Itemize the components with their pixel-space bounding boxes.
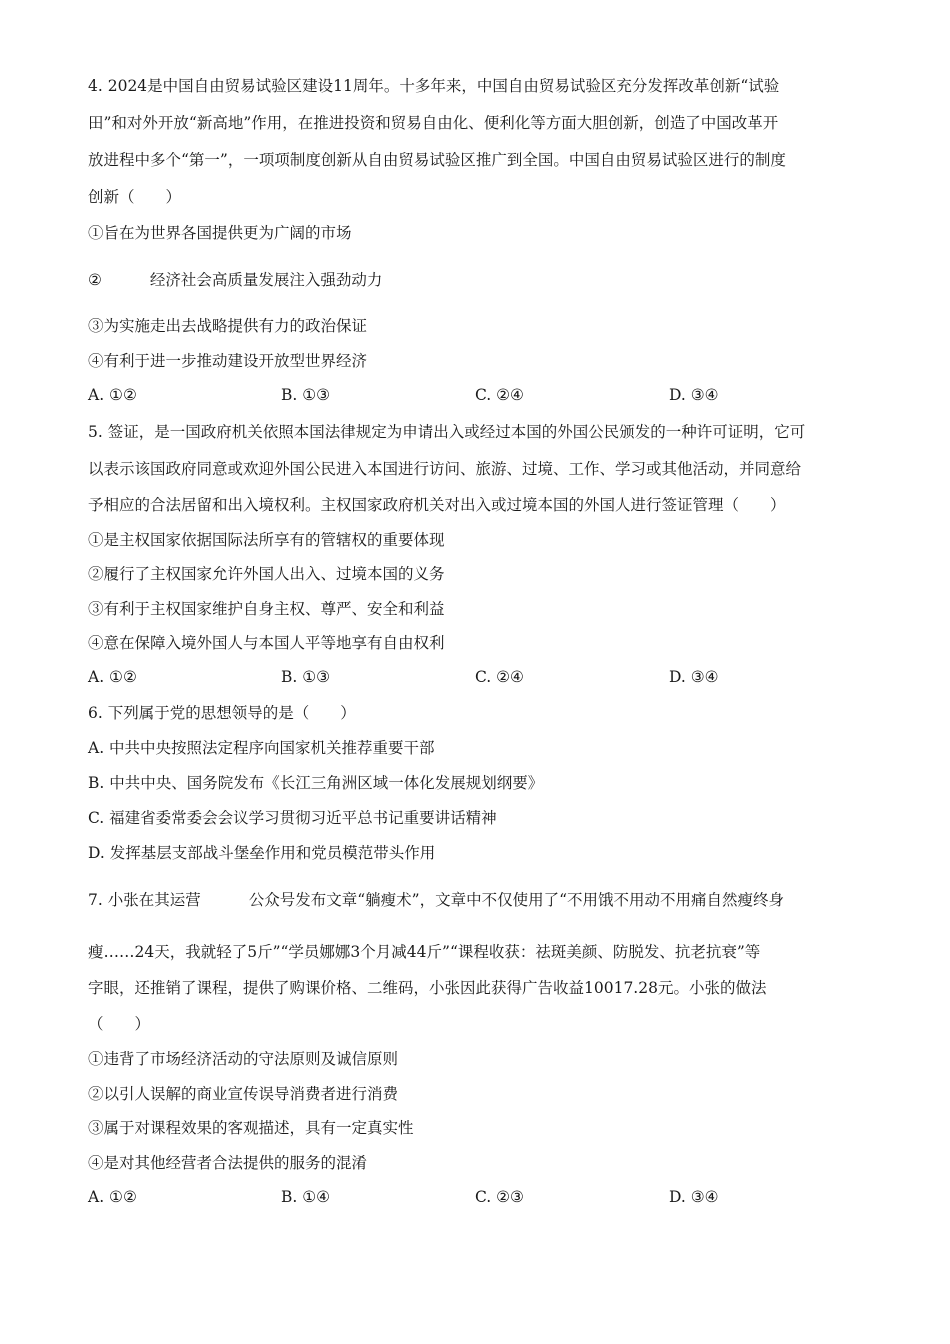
- q5-stem-line-3: 予相应的合法居留和出入境权利。主权国家政府机关对出入或过境本国的外国人进行签证管理（ ）: [88, 496, 786, 514]
- q5-stem-line-2: 以表示该国政府同意或欢迎外国公民进入本国进行访问、旅游、过境、工作、学习或其他活动，并同意给: [88, 460, 802, 478]
- q7-stem-part-b: 公众号发布文章“躺瘦术”，文章中不仅使用了“不用饿不用动不用痛自然瘦终身: [248, 891, 784, 909]
- q4-item-1: ①旨在为世界各国提供更为广阔的市场: [88, 224, 352, 242]
- q5-item-4: ④意在保障入境外国人与本国人平等地享有自由权利: [88, 634, 445, 652]
- q7-item-3: ③属于对课程效果的客观描述，具有一定真实性: [88, 1119, 414, 1137]
- q5-stem-line-1: 5. 签证，是一国政府机关依照本国法律规定为申请出入或经过本国的外国公民颁发的一种许可证明，它可: [88, 423, 806, 441]
- q4-item-4: ④有利于进一步推动建设开放型世界经济: [88, 352, 368, 370]
- q4-item-2: [88, 270, 382, 290]
- q4-stem-line-4: 创新（ ）: [88, 188, 182, 206]
- q4-options: [88, 385, 848, 405]
- q4-option-d[interactable]: D. ③④: [669, 386, 719, 404]
- q5-option-c[interactable]: C. ②④: [475, 668, 524, 686]
- q4-option-a[interactable]: A. ①②: [88, 386, 137, 404]
- q5-option-d[interactable]: D. ③④: [669, 668, 719, 686]
- q4-stem-line-3: 放进程中多个“第一”，一项项制度创新从自由贸易试验区推广到全国。中国自由贸易试验区进行的制度: [88, 151, 786, 169]
- q7-stem-line-4: （ ）: [88, 1015, 151, 1033]
- q6-option-b[interactable]: B. 中共中央、国务院发布《长江三角洲区域一体化发展规划纲要》: [88, 774, 544, 792]
- q7-item-4: ④是对其他经营者合法提供的服务的混淆: [88, 1154, 368, 1172]
- q5-item-3: ③有利于主权国家维护自身主权、尊严、安全和利益: [88, 600, 445, 618]
- q7-option-b[interactable]: B. ①④: [281, 1188, 331, 1206]
- q6-stem: 6. 下列属于党的思想领导的是（ ）: [88, 704, 356, 722]
- q4-option-c[interactable]: C. ②④: [475, 386, 524, 404]
- q7-option-a[interactable]: A. ①②: [88, 1188, 137, 1206]
- q5-item-2: ②履行了主权国家允许外国人出入、过境本国的义务: [88, 565, 445, 583]
- q4-item-2-text: 经济社会高质量发展注入强劲动力: [149, 271, 383, 289]
- q5-option-b[interactable]: B. ①③: [281, 668, 331, 686]
- q6-option-a[interactable]: A. 中共中央按照法定程序向国家机关推荐重要干部: [88, 739, 435, 757]
- q5-item-1: ①是主权国家依据国际法所享有的管辖权的重要体现: [88, 531, 445, 549]
- q4-option-b[interactable]: B. ①③: [281, 386, 331, 404]
- q7-option-c[interactable]: C. ②③: [475, 1188, 524, 1206]
- q4-item-2-mark: ②: [88, 271, 102, 289]
- q7-stem-part-a: 7. 小张在其运营: [88, 891, 201, 909]
- q7-stem-line-1: [88, 890, 784, 910]
- q7-stem-line-3: 字眼，还推销了课程，提供了购课价格、二维码，小张因此获得广告收益10017.28元。小张的做法: [88, 979, 767, 997]
- q4-stem-line-2: 田”和对外开放“新高地”作用，在推进投资和贸易自由化、便利化等方面大胆创新，创造了中国改革开: [88, 114, 779, 132]
- q7-option-d[interactable]: D. ③④: [669, 1188, 719, 1206]
- q7-stem-line-2: 瘦……24天，我就轻了5斤”“学员娜娜3个月减44斤”“课程收获：祛斑美颜、防脱发、抗老抗衰”等: [88, 943, 761, 961]
- q5-option-a[interactable]: A. ①②: [88, 668, 137, 686]
- q7-item-2: ②以引人误解的商业宣传误导消费者进行消费: [88, 1085, 399, 1103]
- q4-stem-line-1: 4. 2024是中国自由贸易试验区建设11周年。十多年来，中国自由贸易试验区充分发挥改革创新“试验: [88, 77, 780, 95]
- q6-option-d[interactable]: D. 发挥基层支部战斗堡垒作用和党员模范带头作用: [88, 844, 436, 862]
- q5-options: [88, 667, 848, 687]
- q4-item-3: ③为实施走出去战略提供有力的政治保证: [88, 317, 368, 335]
- q7-item-1: ①违背了市场经济活动的守法原则及诚信原则: [88, 1050, 399, 1068]
- q6-option-c[interactable]: C. 福建省委常委会会议学习贯彻习近平总书记重要讲话精神: [88, 809, 497, 827]
- q7-options: [88, 1187, 848, 1207]
